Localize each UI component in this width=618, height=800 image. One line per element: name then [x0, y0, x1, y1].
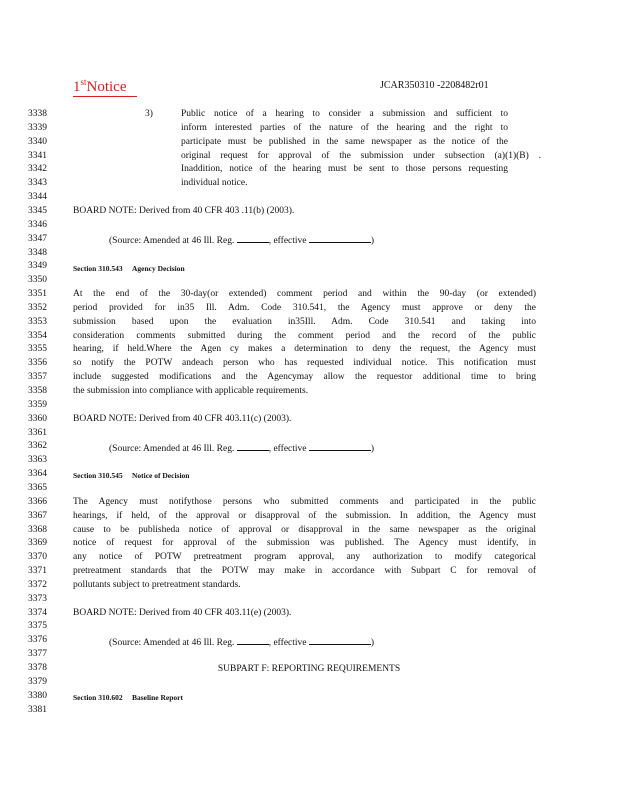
- line-number: 3350: [28, 275, 47, 286]
- source-note: (Source: Amended at 46 Ill. Reg. , effective ): [109, 441, 374, 457]
- line-number: 3373: [28, 593, 47, 604]
- line-number: 3339: [28, 122, 47, 133]
- line-number: 3340: [28, 136, 47, 147]
- text-line: so notify the POTW andeach person who has requested individual notice. This notification must: [73, 358, 536, 369]
- line-number: 3381: [28, 704, 47, 715]
- section-heading: Section 310.545 Notice of Decision: [73, 471, 190, 480]
- line-number: 3368: [28, 524, 47, 535]
- line-number: 3361: [28, 427, 47, 438]
- line-number: 3371: [28, 566, 47, 577]
- text-line: any notice of POTW pretreatment program approval, any authorization to modify categorical: [73, 552, 536, 563]
- text-line: The Agency must notifythose persons who submitted comments and participated in the public: [73, 496, 536, 507]
- line-number: 3367: [28, 510, 47, 521]
- line-number: 3358: [28, 386, 47, 396]
- line-number: 3360: [28, 413, 47, 424]
- line-number: 3364: [28, 469, 47, 480]
- line-number: 3338: [28, 109, 47, 119]
- text-line: participate must be published in the same newspaper as the notice of the: [181, 136, 508, 147]
- text-line: cause to be publisheda notice of approval or disapproval in the same newspaper as the original: [73, 524, 536, 535]
- line-number: 3356: [28, 358, 47, 369]
- text-line: inform interested parties of the nature of the hearing and the right to: [181, 122, 508, 133]
- section-heading: Section 310.602 Baseline Report: [73, 693, 184, 702]
- text-line: original request for approval of the submission under subsection (a)(1)(B) .: [181, 150, 541, 161]
- line-number: 3348: [28, 247, 47, 258]
- text-line: Inaddition, notice of the hearing must be sent to those persons requesting: [181, 164, 508, 175]
- line-number: 3355: [28, 344, 47, 355]
- line-number: 3375: [28, 621, 47, 632]
- line-number: 3351: [28, 289, 47, 300]
- line-number: 3378: [28, 663, 47, 673]
- line-number: 3359: [28, 399, 47, 410]
- notice-header: 1stNotice: [73, 74, 137, 97]
- text-line: submission based upon the evaluation in35Ill. Adm. Code 310.541 and taking into: [73, 316, 536, 327]
- line-number: 3354: [28, 330, 47, 341]
- line-number: 3341: [28, 150, 47, 161]
- line-number: 3366: [28, 496, 47, 507]
- item-number: 3): [145, 109, 153, 119]
- line-number: 3380: [28, 690, 47, 701]
- subpart-heading: SUBPART F: REPORTING REQUIREMENTS: [217, 664, 401, 674]
- line-number: 3346: [28, 219, 47, 230]
- line-number: 3370: [28, 552, 47, 563]
- line-number: 3357: [28, 372, 47, 383]
- board-note: BOARD NOTE: Derived from 40 CFR 403 .11(b) (2003).: [73, 206, 295, 216]
- text-line: Public notice of a hearing to consider a submission and sufficient to: [181, 109, 508, 119]
- text-line: consideration comments submitted during the comment period and the record of the public: [73, 330, 536, 341]
- source-note: (Source: Amended at 46 Ill. Reg. , effective ): [109, 635, 374, 651]
- line-number: 3342: [28, 164, 47, 175]
- document-code: JCAR350310 -2208482r01: [380, 80, 489, 91]
- line-number: 3352: [28, 302, 47, 313]
- text-line: At the end of the 30-day(or extended) comment period and within the 90-day (or extended): [73, 289, 536, 300]
- section-heading: Section 310.543 Agency Decision: [73, 264, 185, 273]
- line-number: 3374: [28, 607, 47, 618]
- line-number: 3349: [28, 261, 47, 272]
- line-number: 3372: [28, 579, 47, 590]
- text-line: period provided for in35 Ill. Adm. Code 310.541, the Agency must approve or deny the: [73, 302, 536, 313]
- line-number: 3365: [28, 482, 47, 493]
- line-number: 3379: [28, 676, 47, 687]
- line-number: 3369: [28, 538, 47, 549]
- text-line: pollutants subject to pretreatment standards.: [73, 579, 241, 590]
- source-note: (Source: Amended at 46 Ill. Reg. , effective ): [109, 233, 374, 249]
- line-number: 3377: [28, 649, 47, 660]
- text-line: pretreatment standards that the POTW may make in accordance with Subpart C for removal of: [73, 566, 536, 577]
- line-number: 3353: [28, 316, 47, 327]
- board-note: BOARD NOTE: Derived from 40 CFR 403.11(c) (2003).: [73, 414, 292, 424]
- line-number: 3343: [28, 178, 47, 189]
- line-number: 3344: [28, 192, 47, 203]
- board-note: BOARD NOTE: Derived from 40 CFR 403.11(e) (2003).: [73, 608, 292, 618]
- text-line: hearing, if held.Where the Agen cy makes a determination to deny the request, the Agency must: [73, 344, 536, 355]
- line-number: 3345: [28, 205, 47, 216]
- line-number: 3363: [28, 455, 47, 466]
- text-line: notice of request for approval of the submission was published. The Agency must identify, in: [73, 538, 536, 549]
- text-line: include suggested modifications and the Agencymay allow the requestor additional time to bring: [73, 372, 536, 383]
- text-line: the submission into compliance with applicable requirements.: [73, 386, 309, 396]
- line-number: 3376: [28, 635, 47, 646]
- line-number: 3347: [28, 233, 47, 244]
- line-number: 3362: [28, 441, 47, 452]
- text-line: individual notice.: [181, 178, 248, 189]
- text-line: hearings, if held, of the approval or disapproval of the submission. In addition, the Agency must: [73, 510, 536, 521]
